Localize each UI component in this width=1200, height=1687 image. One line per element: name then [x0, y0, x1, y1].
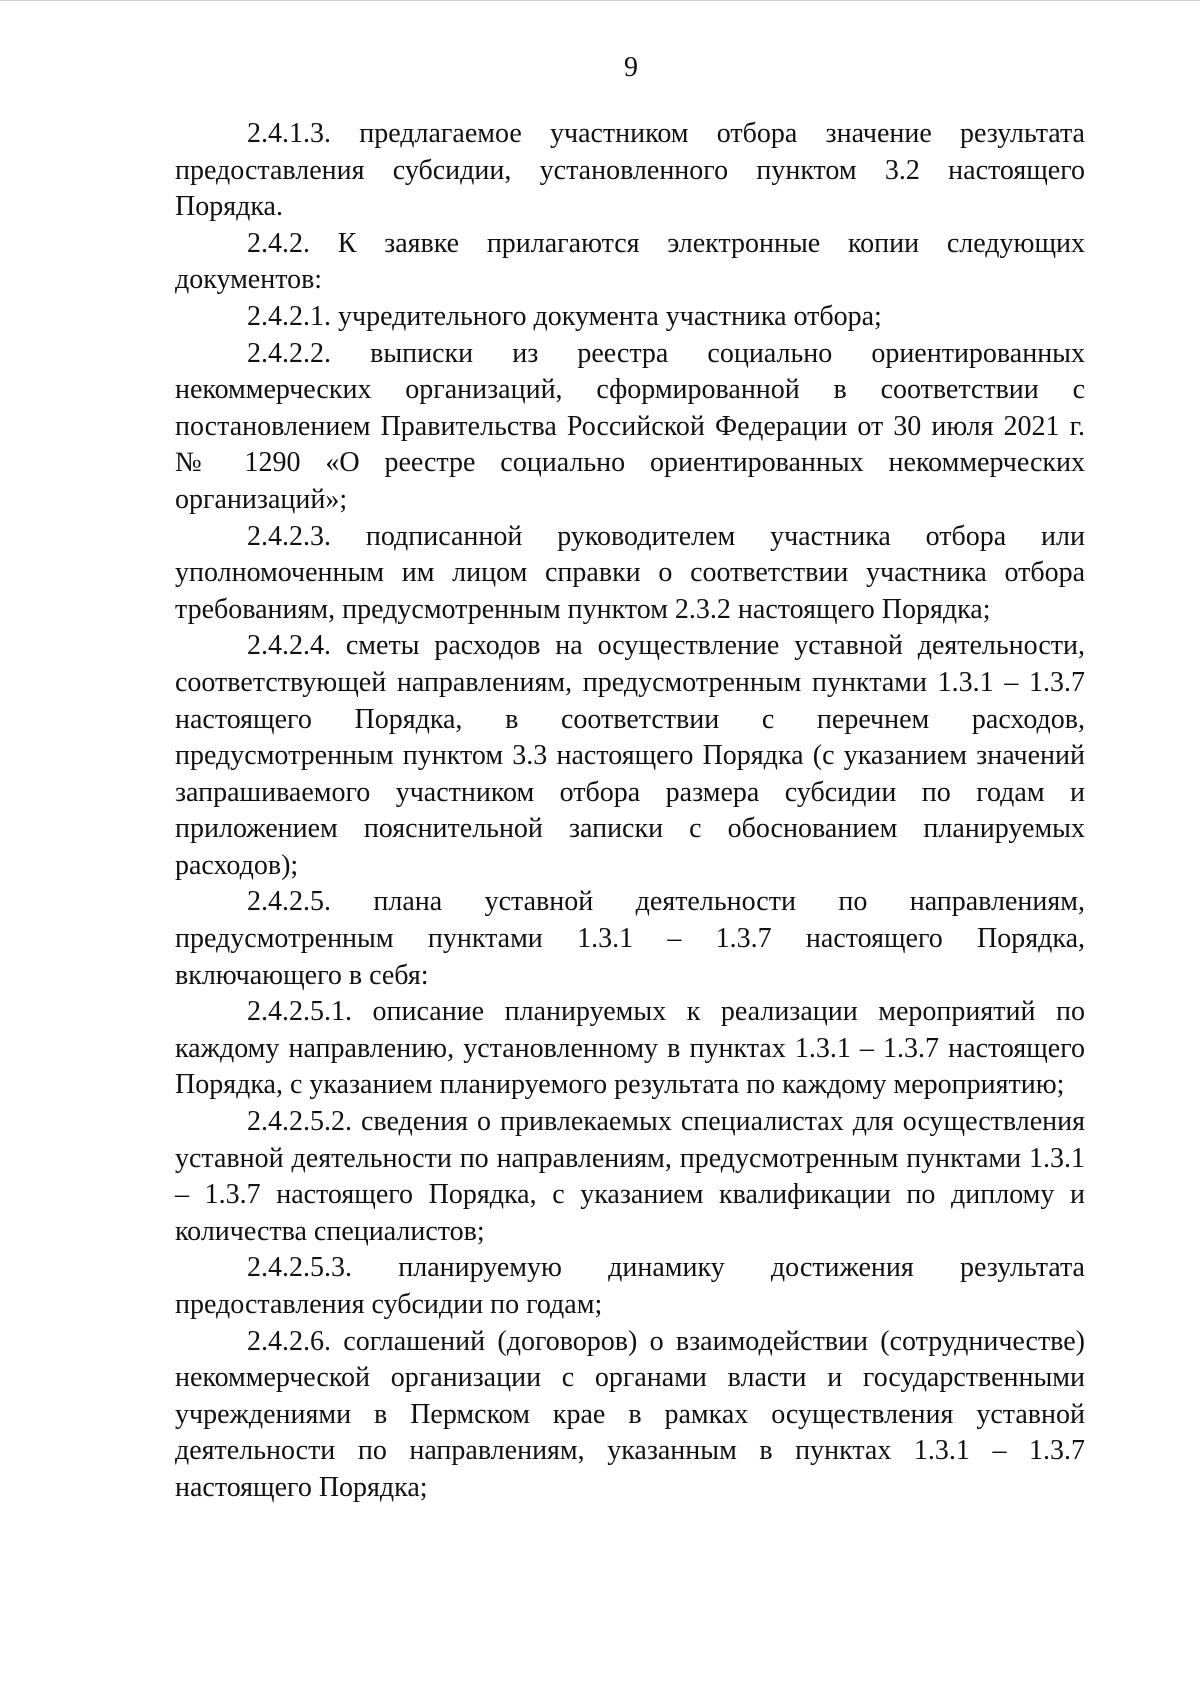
- page-number: 9: [624, 52, 638, 83]
- paragraph-2-4-2-6: 2.4.2.6. соглашений (договоров) о взаимодействии (сотрудничестве) некоммерческой организации с органами власти и государственными учреждениями в Пермском крае в рамках осуществления уставной деятельности по направлениям, указанным в пунктах 1.3.1 – 1.3.7 настоящего Порядка;: [175, 1325, 1085, 1503]
- paragraph-2-4-2-4: 2.4.2.4. сметы расходов на осуществление уставной деятельности, соответствующей направлениям, предусмотренным пунктами 1.3.1 – 1.3.7 настоящего Порядка, в соответствии с перечнем расходов, предусмотренным пунктом 3.3 настоящего Порядка (с указанием значений запрашиваемого участником отбора размера субсидии по годам и приложением пояснительной записки с обоснованием планируемых расходов);: [175, 630, 1085, 881]
- paragraph-2-4-2-5-1: 2.4.2.5.1. описание планируемых к реализации мероприятий по каждому направлению, установленному в пунктах 1.3.1 – 1.3.7 настоящего Порядка, с указанием планируемого результата по каждому мероприятию;: [175, 996, 1085, 1101]
- paragraph-2-4-2-5: 2.4.2.5. плана уставной деятельности по направлениям, предусмотренным пунктами 1.3.1 – 1.3.7 настоящего Порядка, включающего в себя:: [175, 886, 1085, 991]
- paragraph-2-4-2-1: 2.4.2.1. учредительного документа участника отбора;: [247, 300, 882, 332]
- paragraph-2-4-2-3: 2.4.2.3. подписанной руководителем участника отбора или уполномоченным им лицом справки о соответствии участника отбора требованиям, предусмотренным пунктом 2.3.2 настоящего Порядка;: [175, 520, 1085, 625]
- paragraph-2-4-2-2: 2.4.2.2. выписки из реестра социально ориентированных некоммерческих организаций, сформированной в соответствии с постановлением Правительства Российской Федерации от 30 июля 2021 г. № 1290 «О реестре социально ориентированных некоммерческих организаций»;: [175, 337, 1085, 515]
- document-body: [175, 116, 1085, 1507]
- paragraph-2-4-2: 2.4.2. К заявке прилагаются электронные копии следующих документов:: [175, 227, 1085, 296]
- paragraph-2-4-2-5-3: 2.4.2.5.3. планируемую динамику достижения результата предоставления субсидии по годам;: [175, 1252, 1085, 1320]
- paragraph-2-4-1-3: 2.4.1.3. предлагаемое участником отбора значение результата предоставления субсидии, установленного пунктом 3.2 настоящего Порядка.: [175, 118, 1085, 223]
- paragraph-2-4-2-5-2: 2.4.2.5.2. сведения о привлекаемых специалистах для осуществления уставной деятельности по направлениям, предусмотренным пунктами 1.3.1 – 1.3.7 настоящего Порядка, с указанием квалификации по диплому и количества специалистов;: [175, 1106, 1085, 1247]
- page-top-edge: [0, 0, 1200, 1]
